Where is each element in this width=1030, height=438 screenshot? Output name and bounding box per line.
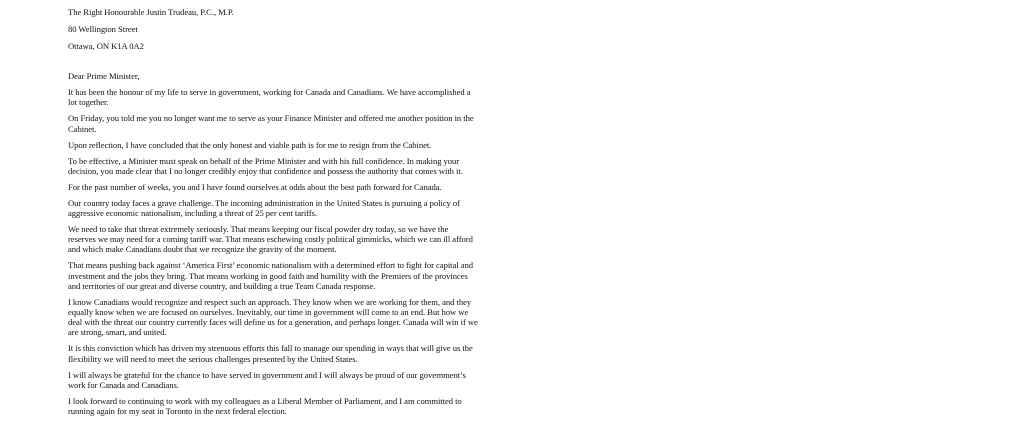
letter-document <box>68 7 478 422</box>
body-paragraph: For the past number of weeks, you and I have found ourselves at odds about the best path forward for Canada. <box>68 181 442 192</box>
recipient-city: Ottawa, ON K1A 0A2 <box>68 41 144 51</box>
body-paragraph: We need to take that threat extremely seriously. That means keeping our fiscal powder dry today, so we have the reserves we may need for a coming tariff war. That means eschewing costly political gimmicks, which we can ill afford and which make Canadians doubt that we recognize the gravity of the moment. <box>68 224 473 255</box>
body-paragraph: I know Canadians would recognize and respect such an approach. They know when we are working for them, and they equally know when we are focused on ourselves. Inevitably, our time in government will come to an end. But how we deal with the threat our country currently faces will define us for a generation, and perhaps longer. Canada will win if we are strong, smart, and united. <box>68 296 478 338</box>
body-paragraph: That means pushing back against ‘America First’ economic nationalism with a determined effort to fight for capital and investment and the jobs they bring. That means working in good faith and humility with the Premiers of the provinces and territories of our great and diverse country, and building a true Team Canada response. <box>68 260 473 291</box>
body-paragraph: I look forward to continuing to work with my colleagues as a Liberal Member of Parliament, and I am committed to running again for my seat in Toronto in the next federal election. <box>68 395 462 417</box>
body-paragraph: On Friday, you told me you no longer want me to serve as your Finance Minister and offered me another position in the Cabinet. <box>68 113 474 134</box>
recipient-address <box>68 7 478 51</box>
body-paragraph: To be effective, a Minister must speak on behalf of the Prime Minister and with his full confidence. In making your decision, you made clear that I no longer credibly enjoy that confidence and possess the authority that comes with it. <box>68 155 463 176</box>
body-paragraph: It has been the honour of my life to serve in government, working for Canada and Canadians. We have accomplished a lot together. <box>68 87 471 108</box>
body-paragraph: It is this conviction which has driven my strenuous efforts this fall to manage our spending in ways that will give us the flexibility we will need to meet the serious challenges presented by the United States. <box>68 343 473 364</box>
letter-body <box>68 87 478 416</box>
body-paragraph: Upon reflection, I have concluded that the only honest and viable path is for me to resign from the Cabinet. <box>68 139 432 150</box>
recipient-name: The Right Honourable Justin Trudeau, P.C., M.P. <box>68 7 234 17</box>
body-paragraph: Our country today faces a grave challenge. The incoming administration in the United States is pursuing a policy of aggressive economic nationalism, including a threat of 25 per cent tariffs. <box>68 197 460 219</box>
salutation: Dear Prime Minister, <box>68 71 140 82</box>
recipient-street: 80 Wellington Street <box>68 24 138 34</box>
body-paragraph: I will always be grateful for the chance to have served in government and I will always be proud of our government’s work for Canada and Canadians. <box>68 369 466 390</box>
